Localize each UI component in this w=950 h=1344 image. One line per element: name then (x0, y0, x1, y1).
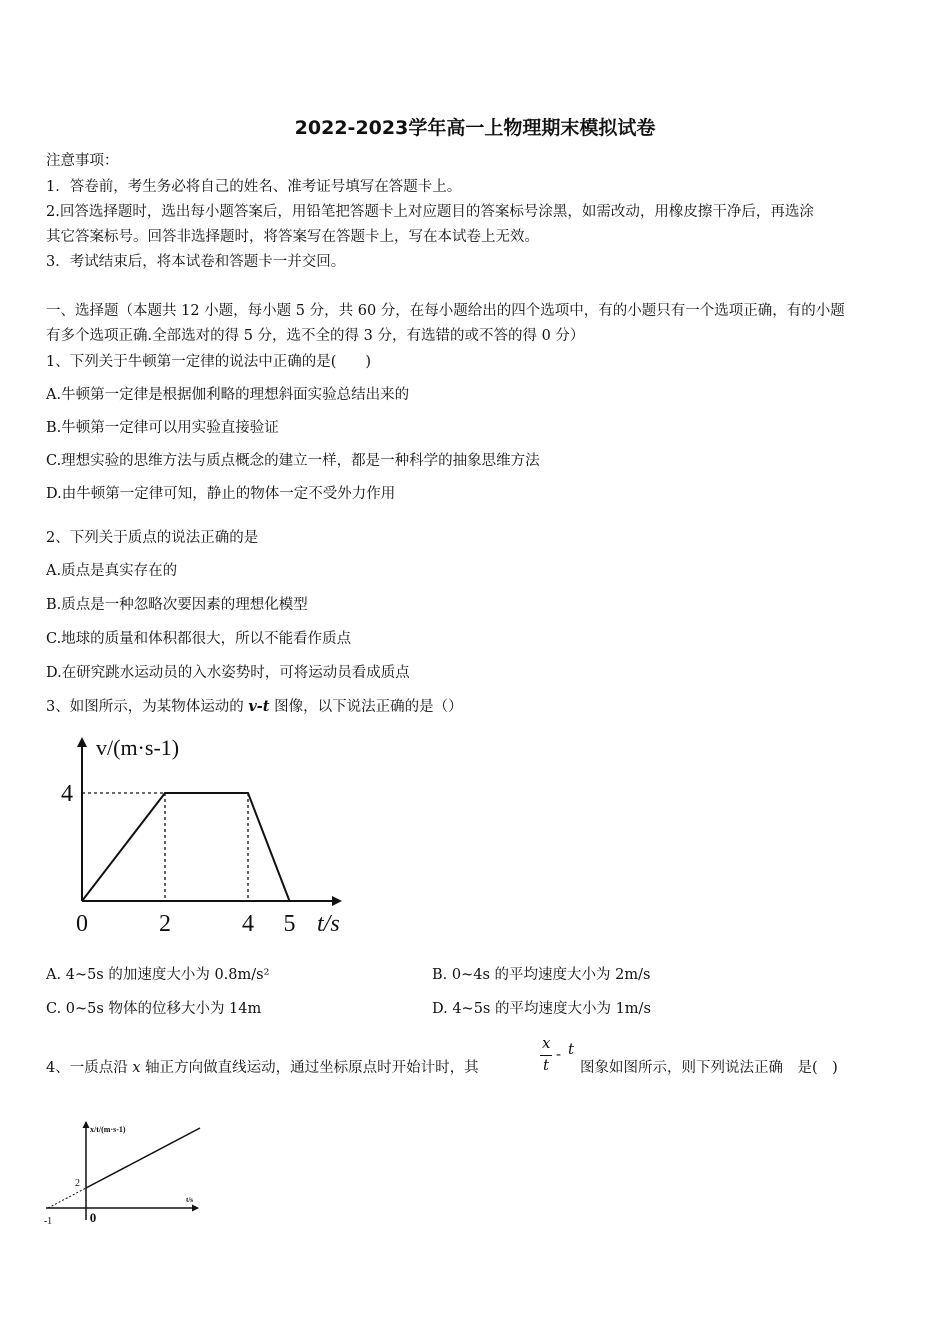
vt-x-axis-label: t/s (317, 911, 340, 937)
q3-stem-pre: 3、如图所示，为某物体运动的 (46, 699, 249, 715)
xt-series-line (86, 1128, 200, 1188)
section-heading-line1: 一、选择题（本题共 12 小题，每小题 5 分，共 60 分，在每小题给出的四个选项中，有的小题只有一个选项正确，有的小题 (46, 303, 845, 319)
q3-option-a: A. 4~5s 的加速度大小为 0.8m/s² (46, 967, 270, 983)
q4-frac-num: x (542, 1034, 551, 1052)
q4-stem-pre: 4、一质点沿 (46, 1060, 133, 1076)
xt-y-axis-label: x/t/(m·s-1) (90, 1125, 126, 1134)
xt-x-tick-0: 0 (89, 1210, 97, 1225)
vt-x-tick-5: 5 (283, 911, 296, 937)
q4-stem-var: x (132, 1060, 141, 1076)
q2-stem: 2、下列关于质点的说法正确的是 (46, 530, 259, 546)
q2-option-a: A.质点是真实存在的 (46, 563, 178, 579)
section-heading-line2: 有多个选项正确.全部选对的得 5 分，选不全的得 3 分，有选错的或不答的得 0 分） (46, 328, 585, 344)
q1-option-a: A.牛顿第一定律是根据伽利略的理想斜面实验总结出来的 (46, 387, 410, 403)
notice-item-2: 2.回答选择题时，选出每小题答案后，用铅笔把答题卡上对应题目的答案标号涂黑，如需改动，用橡皮擦干净后，再选涂 (46, 204, 814, 220)
q3-stem-var: v-t (248, 698, 270, 715)
q2-option-b: B.质点是一种忽略次要因素的理想化模型 (46, 597, 308, 613)
xt-tick-labels (44, 1178, 96, 1227)
q2-option-d: D.在研究跳水运动员的入水姿势时，可将运动员看成质点 (46, 665, 410, 681)
q3-stem-post: 图像，以下说法正确的是（） (269, 699, 463, 715)
q1-option-b: B.牛顿第一定律可以用实验直接验证 (46, 420, 279, 436)
q4-stem-post: 图象如图所示，则下列说法正确 是( ) (580, 1060, 838, 1076)
q3-option-c: C. 0~5s 物体的位移大小为 14m (46, 1001, 262, 1017)
vt-guides (82, 793, 248, 901)
vt-tick-labels (61, 781, 296, 937)
notice-item-3: 3．考试结束后，将本试卷和答题卡一并交回。 (46, 254, 346, 270)
q1-option-c: C.理想实验的思维方法与质点概念的建立一样，都是一种科学的抽象思维方法 (46, 453, 540, 469)
vt-x-tick-4: 4 (242, 911, 254, 937)
vt-y-axis-label: v/(m·s-1) (96, 735, 180, 760)
q4-stem (46, 1058, 479, 1078)
vt-x-tick-0: 0 (76, 911, 88, 937)
q3-option-b: B. 0~4s 的平均速度大小为 2m/s (432, 967, 651, 983)
q2-option-c: C.地球的质量和体积都很大，所以不能看作质点 (46, 631, 352, 647)
q4-frac-dash: - (556, 1045, 562, 1063)
q4-frac-den: t (543, 1056, 550, 1074)
q3-stem (46, 697, 463, 717)
q4-frac-t: t (568, 1040, 575, 1058)
notice-heading: 注意事项： (46, 153, 119, 169)
q4-stem-mid: 轴正方向做直线运动，通过坐标原点时开始计时，其 (140, 1060, 479, 1076)
xt-y-tick-2: 2 (75, 1178, 80, 1189)
vt-y-tick-4: 4 (61, 781, 73, 807)
xt-dashed-extension (48, 1188, 86, 1208)
notice-item-2-cont: 其它答案标号。回答非选择题时，将答案写在答题卡上，写在本试卷上无效。 (46, 229, 539, 245)
q1-option-d: D.由牛顿第一定律可知，静止的物体一定不受外力作用 (46, 486, 396, 502)
notice-item-1: 1．答卷前，考生务必将自己的姓名、准考证号填写在答题卡上。 (46, 179, 462, 195)
q1-stem: 1、下列关于牛顿第一定律的说法中正确的是( ) (46, 354, 372, 370)
vt-x-tick-2: 2 (159, 911, 171, 937)
vt-chart (40, 725, 360, 945)
xt-x-axis-label: t/s (186, 1196, 193, 1204)
q3-option-d: D. 4~5s 的平均速度大小为 1m/s (432, 1001, 651, 1017)
page-title: 2022-2023学年高一上物理期末模拟试卷 (294, 117, 656, 139)
vt-series-line (82, 793, 290, 901)
xt-x-tick--1: -1 (43, 1216, 53, 1227)
xt-chart (40, 1112, 210, 1232)
